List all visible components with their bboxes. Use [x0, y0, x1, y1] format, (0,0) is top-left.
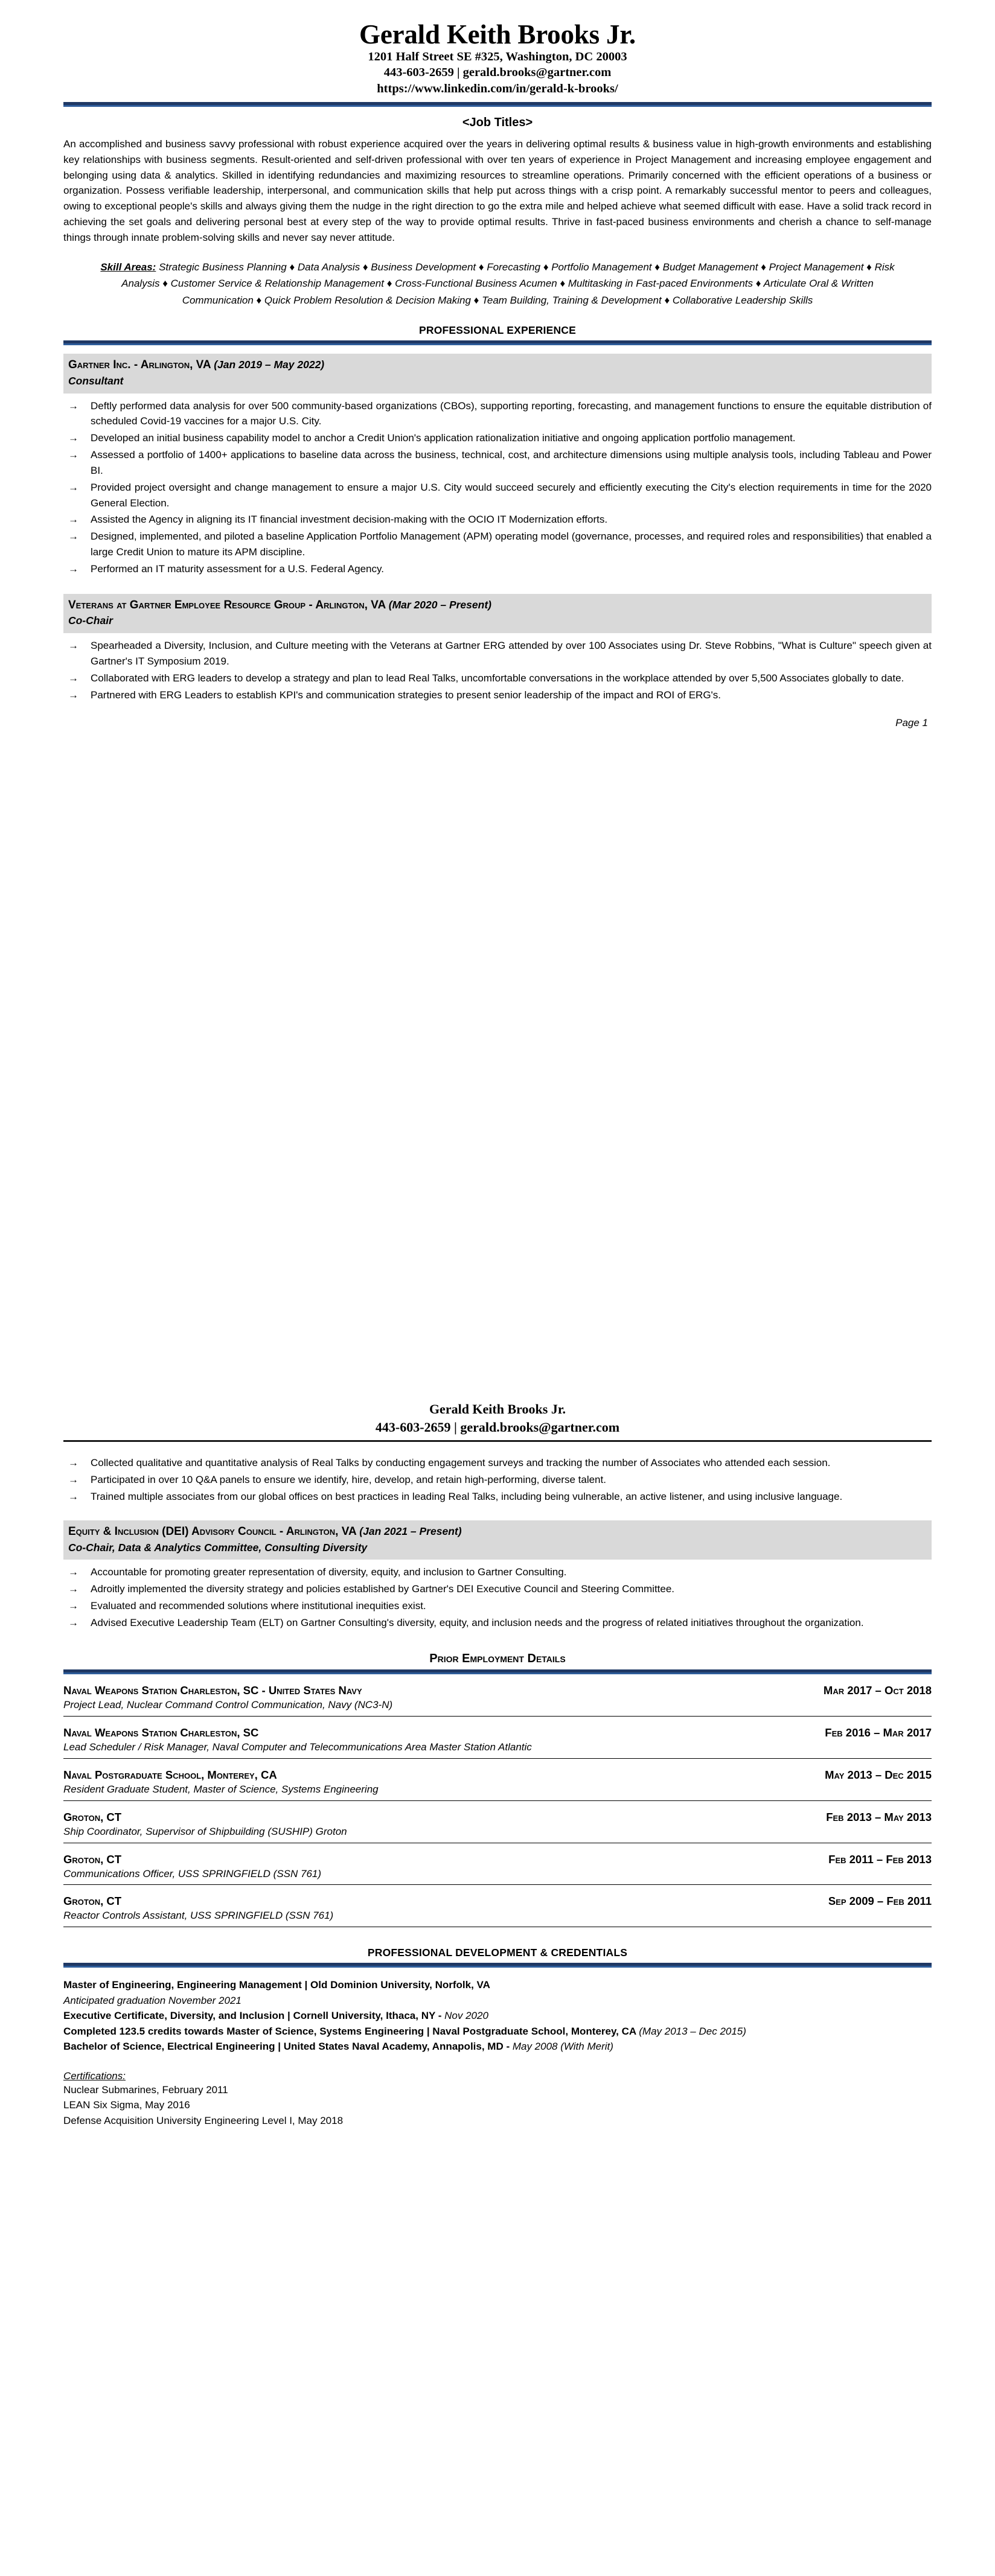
- certification-item: Nuclear Submarines, February 2011: [63, 2083, 228, 2096]
- credential-degree-2: [63, 2008, 932, 2024]
- bullet-text: Assisted the Agency in aligning its IT financial investment decision-making with the OCIO IT Modernization efforts.: [91, 514, 608, 526]
- candidate-phone-email: 443-603-2659 | gerald.brooks@gartner.com: [383, 66, 612, 80]
- list-item: [63, 671, 932, 686]
- arrow-icon: →: [68, 1457, 78, 1469]
- list-item: [63, 1455, 932, 1471]
- credential-date: Nov 2020: [444, 2010, 488, 2022]
- prior-employment-list: [63, 1684, 932, 1927]
- credential-degree-3: [63, 2024, 932, 2039]
- prior-entry-role: Communications Officer, USS SPRINGFIELD (SSN 761): [63, 1867, 932, 1886]
- professional-development-divider: [63, 1963, 932, 1968]
- job-dates: (Mar 2020 – Present): [388, 598, 491, 611]
- page-number-footer: Page 1: [895, 717, 928, 729]
- prior-entry-dates: Feb 2011 – Feb 2013: [828, 1852, 932, 1866]
- list-item: [63, 447, 932, 479]
- arrow-icon: →: [68, 514, 78, 526]
- prior-employment-entry: [63, 1811, 932, 1843]
- job-bullets-gartner: [63, 398, 932, 577]
- arrow-icon: →: [68, 1491, 78, 1503]
- arrow-icon: →: [68, 481, 78, 493]
- prior-entry-top: [63, 1853, 932, 1866]
- prior-entry-dates: May 2013 – Dec 2015: [825, 1768, 932, 1782]
- list-item: [63, 512, 932, 528]
- prior-entry-role: Project Lead, Nuclear Command Control Communication, Navy (NC3-N): [63, 1698, 932, 1717]
- prior-entry-org: Naval Weapons Station Charleston, SC - United States Navy: [63, 1684, 362, 1697]
- arrow-icon: →: [68, 689, 78, 701]
- job-dates: (Jan 2019 – May 2022): [214, 359, 325, 371]
- arrow-icon: →: [68, 1616, 78, 1628]
- job-role: Co-Chair, Data & Analytics Committee, Consulting Diversity: [68, 1541, 368, 1554]
- section-professional-experience: PROFESSIONAL EXPERIENCE: [418, 324, 577, 337]
- prior-employment-entry: [63, 1684, 932, 1717]
- prior-entry-dates: Feb 2013 – May 2013: [826, 1810, 932, 1823]
- prior-entry-role: Resident Graduate Student, Master of Science, Systems Engineering: [63, 1782, 932, 1801]
- bullet-text: Advised Executive Leadership Team (ELT) on Gartner Consulting's diversity, equity, and inclusion needs and the progress of related initiatives throughout the organization.: [91, 1616, 864, 1628]
- candidate-phone-email-page2: 443-603-2659 | gerald.brooks@gartner.com: [375, 1419, 620, 1435]
- bullet-text: Assessed a portfolio of 1400+ applications to baseline data across the business, technical, cost, and architecture dimensions using multiple analysis tools, including Tableau and Power BI.: [91, 449, 932, 476]
- prior-entry-org: Groton, CT: [63, 1852, 122, 1866]
- arrow-icon: →: [68, 672, 78, 684]
- list-item: [63, 1489, 932, 1505]
- job-dates: (Jan 2021 – Present): [359, 1525, 462, 1537]
- certifications-label: Certifications:: [63, 2070, 126, 2082]
- resume-page-2: [0, 1316, 995, 2576]
- job-org: Equity & Inclusion (DEI) Advisory Council - Arlington, VA: [68, 1525, 356, 1538]
- arrow-icon: →: [68, 640, 78, 652]
- job-header-dei-council: [63, 1520, 932, 1560]
- certification-item: Defense Acquisition University Engineering Level I, May 2018: [63, 2114, 344, 2126]
- prior-employment-entry: [63, 1853, 932, 1886]
- job-org: Gartner Inc. - Arlington, VA: [68, 359, 211, 372]
- credential-title: Completed 123.5 credits towards Master of Science, Systems Engineering | Naval Postgraduate School, Monterey, CA: [63, 2025, 639, 2037]
- prior-employment-divider: [63, 1669, 932, 1674]
- bullet-text: Provided project oversight and change management to ensure a major U.S. City would succeed securely and efficiently executing the City's election requirements in time for the 2020 General Election.: [91, 481, 932, 509]
- job-org-line: [68, 598, 927, 613]
- prior-entry-org: Naval Postgraduate School, Monterey, CA: [63, 1768, 277, 1782]
- arrow-icon: →: [68, 400, 78, 412]
- page2-header-divider: [63, 1440, 932, 1442]
- bullet-text: Designed, implemented, and piloted a baseline Application Portfolio Management (APM) operating model (governance, processes, and required roles and responsibilities) that enabled a large Credit Union to mature its APM discipline.: [91, 531, 932, 558]
- credential-date: (May 2013 – Dec 2015): [639, 2025, 746, 2037]
- skill-areas-label: Skill Areas:: [100, 261, 156, 273]
- bullet-text: Trained multiple associates from our global offices on best practices in leading Real Talks, including being vulnerable, an active listener, and using inclusive language.: [91, 1491, 843, 1503]
- candidate-linkedin[interactable]: https://www.linkedin.com/in/gerald-k-brooks/: [377, 81, 618, 95]
- credential-degree-4: [63, 2039, 932, 2055]
- header-divider: [63, 102, 932, 107]
- bullet-text: Partnered with ERG Leaders to establish KPI's and communication strategies to present senior leadership of the impact and ROI of ERG's.: [91, 689, 721, 701]
- credential-title: Executive Certificate, Diversity, and Inclusion | Cornell University, Ithaca, NY -: [63, 2010, 445, 2022]
- arrow-icon: →: [68, 1583, 78, 1595]
- arrow-icon: →: [68, 432, 78, 444]
- credentials-list: [63, 1977, 932, 2055]
- job-org-line: [68, 1525, 927, 1540]
- credential-degree-1-note: Anticipated graduation November 2021: [63, 1994, 242, 2006]
- section-prior-employment: Prior Employment Details: [429, 1652, 566, 1666]
- job-role: Co-Chair: [68, 614, 113, 627]
- resume-header: [63, 21, 932, 97]
- section-professional-development: PROFESSIONAL DEVELOPMENT & CREDENTIALS: [367, 1946, 628, 1959]
- arrow-icon: →: [68, 531, 78, 543]
- bullet-text: Accountable for promoting greater representation of diversity, equity, and inclusion to Gartner Consulting.: [91, 1566, 567, 1578]
- credential-degree-1: [63, 1977, 932, 1993]
- prior-entry-top: [63, 1768, 932, 1782]
- prior-entry-top: [63, 1726, 932, 1739]
- list-item: [63, 480, 932, 511]
- bullet-text: Evaluated and recommended solutions where institutional inequities exist.: [91, 1599, 426, 1612]
- prior-entry-role: Ship Coordinator, Supervisor of Shipbuilding (SUSHIP) Groton: [63, 1825, 932, 1843]
- page2-header: [63, 1316, 932, 1436]
- list-item: [63, 1615, 932, 1631]
- candidate-name: Gerald Keith Brooks Jr.: [359, 19, 636, 49]
- prior-employment-entry: [63, 1768, 932, 1801]
- skill-areas: [63, 259, 932, 309]
- prior-entry-dates: Sep 2009 – Feb 2011: [828, 1895, 932, 1908]
- bullet-text: Adroitly implemented the diversity strategy and policies established by Gartner's DEI Executive Council and Steering Committee.: [91, 1583, 675, 1595]
- prior-entry-top: [63, 1811, 932, 1824]
- prior-entry-dates: Feb 2016 – Mar 2017: [825, 1726, 932, 1739]
- prior-entry-org: Naval Weapons Station Charleston, SC: [63, 1726, 259, 1739]
- prior-entry-top: [63, 1895, 932, 1908]
- arrow-icon: →: [68, 563, 78, 575]
- list-item: [63, 1564, 932, 1580]
- professional-summary: An accomplished and business savvy professional with robust experience acquired over the years in delivering optimal results & business value in high-growth environments and establishing key relationships with business segments. Result-oriented and self-driven professional with over ten years of experience in Project Management and increasing employee engagement and belonging using data & analytics. Skilled in identifying redundancies and maximizing resources to streamline operations. Primarily concerned with the efficient operations of a business or organization. Possess verifiable leadership, interpersonal, and communication skills that help put across things with a crisp point. A remarkably successful mentor to peers and colleagues, owing to exceptional people's skills and always giving them the nudge in the right direction to go the extra mile and helped achieve what seemed difficult with ease. Have a solid track record in achieving the set goals and delivering personal best at every step of the way to provide optimal results. Thrive in fast-paced business environments and cherish a chance to self-manage things through innate problem-solving skills and never say never attitude.: [63, 138, 932, 243]
- candidate-address: 1201 Half Street SE #325, Washington, DC 20003: [368, 50, 627, 64]
- list-item: [63, 430, 932, 446]
- prior-entry-org: Groton, CT: [63, 1810, 122, 1823]
- job-org-line: [68, 358, 927, 373]
- prior-entry-top: [63, 1684, 932, 1697]
- job-bullets-veterans-erg-continued: [63, 1455, 932, 1504]
- job-titles-placeholder: <Job Titles>: [462, 115, 533, 129]
- list-item: [63, 638, 932, 669]
- bullet-text: Deftly performed data analysis for over 500 community-based organizations (CBOs), supporting reporting, forecasting, and management functions to ensure the equitable distribution of scheduled Covid-19 vaccines for a major U.S. City.: [91, 400, 932, 427]
- list-item: [63, 687, 932, 703]
- bullet-text: Participated in over 10 Q&A panels to ensure we identify, hire, develop, and retain high-performing, diverse talent.: [91, 1474, 606, 1486]
- prior-entry-org: Groton, CT: [63, 1895, 122, 1908]
- bullet-text: Performed an IT maturity assessment for a U.S. Federal Agency.: [91, 563, 384, 575]
- prior-employment-entry: [63, 1895, 932, 1927]
- list-item: [63, 1472, 932, 1488]
- list-item: [63, 561, 932, 577]
- credential-title: Bachelor of Science, Electrical Engineering | United States Naval Academy, Annapolis, MD -: [63, 2041, 513, 2053]
- certifications-list: [63, 2082, 932, 2129]
- arrow-icon: →: [68, 1566, 78, 1578]
- bullet-text: Collected qualitative and quantitative analysis of Real Talks by conducting engagement surveys and tracking the number of Associates who attended each session.: [91, 1457, 831, 1469]
- arrow-icon: →: [68, 1599, 78, 1612]
- job-bullets-dei-council: [63, 1564, 932, 1630]
- list-item: [63, 398, 932, 430]
- credential-date: May 2008 (With Merit): [512, 2041, 613, 2053]
- job-org: Veterans at Gartner Employee Resource Group - Arlington, VA: [68, 598, 386, 611]
- candidate-name-page2: Gerald Keith Brooks Jr.: [429, 1401, 566, 1417]
- certification-item: LEAN Six Sigma, May 2016: [63, 2099, 190, 2111]
- job-bullets-veterans-erg: [63, 638, 932, 703]
- bullet-text: Collaborated with ERG leaders to develop a strategy and plan to lead Real Talks, uncomfortable conversations in the workplace attended by over 5,500 Associates globally to date.: [91, 672, 904, 684]
- prior-entry-dates: Mar 2017 – Oct 2018: [823, 1684, 932, 1697]
- bullet-text: Developed an initial business capability model to anchor a Credit Union's application rationalization initiative and ongoing application portfolio management.: [91, 432, 796, 444]
- list-item: [63, 1581, 932, 1597]
- bullet-text: Spearheaded a Diversity, Inclusion, and Culture meeting with the Veterans at Gartner ERG attended by over 100 Associates using Dr. Steve Robbins, "What is Culture" speech given at Gartner's IT Symposium 2019.: [91, 640, 932, 667]
- professional-experience-divider: [63, 340, 932, 345]
- arrow-icon: →: [68, 1474, 78, 1486]
- prior-employment-entry: [63, 1726, 932, 1759]
- skill-areas-list: Strategic Business Planning ♦ Data Analysis ♦ Business Development ♦ Forecasting ♦ Portfolio Management ♦ Budget Management ♦ Project Management ♦ Risk Analysis ♦ Customer Service & Relationship Management ♦ Cross-Functional Business Acumen ♦ Multitasking in Fast-paced Environments ♦ Articulate Oral & Written Communication ♦ Quick Problem Resolution & Decision Making ♦ Team Building, Training & Development ♦ Collaborative Leadership Skills: [121, 261, 895, 306]
- job-role: Consultant: [68, 375, 124, 387]
- list-item: [63, 529, 932, 560]
- credential-title: Master of Engineering, Engineering Management | Old Dominion University, Norfolk, VA: [63, 1979, 490, 1991]
- arrow-icon: →: [68, 449, 78, 461]
- prior-entry-role: Reactor Controls Assistant, USS SPRINGFIELD (SSN 761): [63, 1908, 932, 1927]
- job-header-veterans-erg: [63, 594, 932, 633]
- job-header-gartner: [63, 354, 932, 393]
- list-item: [63, 1598, 932, 1614]
- prior-entry-role: Lead Scheduler / Risk Manager, Naval Computer and Telecommunications Area Master Station Atlantic: [63, 1740, 932, 1759]
